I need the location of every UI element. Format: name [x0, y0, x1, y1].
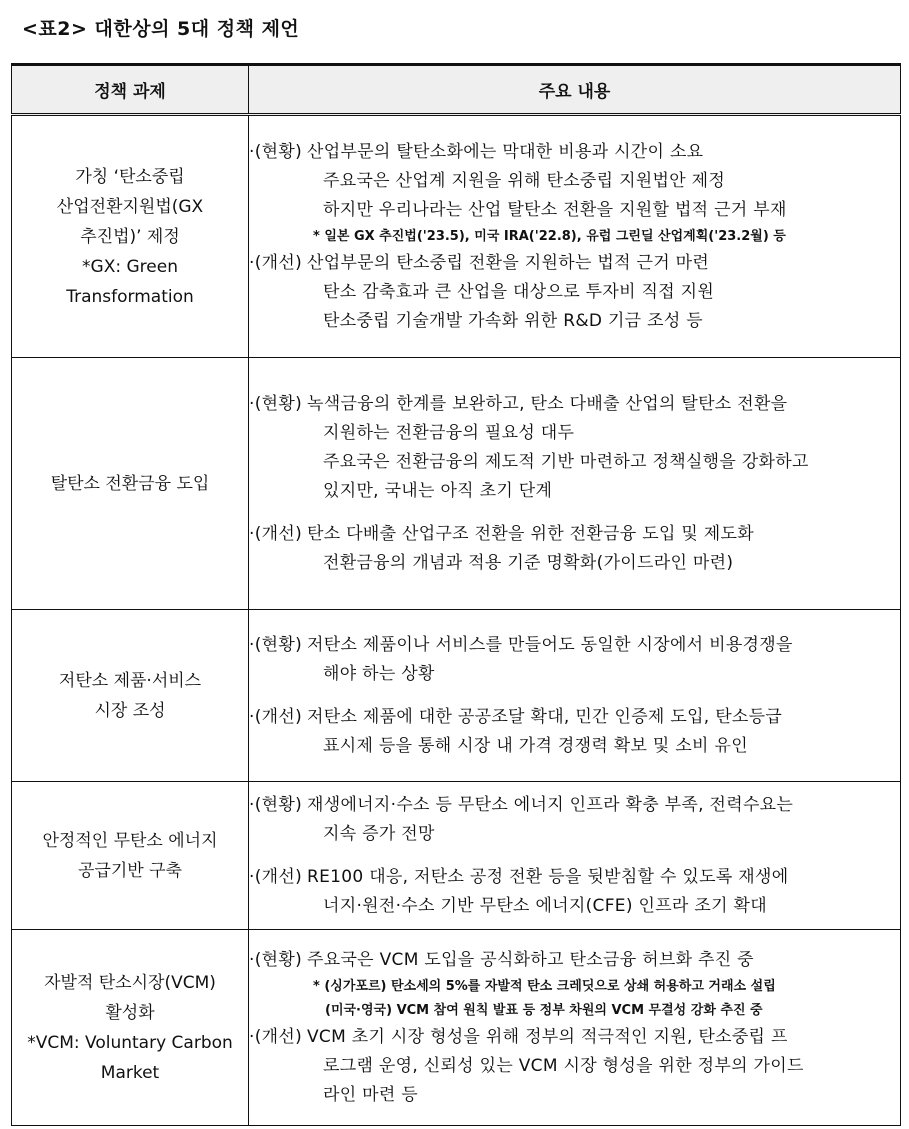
improve-tag: ·(개선) [249, 1026, 303, 1047]
table-row [12, 782, 901, 930]
status-tag: ·(현황) [249, 794, 303, 815]
status-line: 있지만, 국내는 아직 초기 단계 [323, 480, 553, 501]
policy-task-cell [12, 782, 249, 930]
policy-task-cell [12, 930, 249, 1126]
improve-tag: ·(개선) [249, 252, 303, 273]
content-cell [249, 782, 901, 930]
policy-task-cell [12, 115, 249, 358]
table-row [12, 930, 901, 1126]
status-item [249, 946, 900, 975]
status-line: 재생에너지·수소 등 무탄소 에너지 인프라 확충 부족, 전력수요는 [307, 794, 794, 815]
improve-line: 탄소 다배출 산업구조 전환을 위한 전환금융 도입 및 제도화 [307, 523, 754, 544]
status-line: 지속 증가 전망 [323, 823, 435, 844]
improve-tag: ·(개선) [249, 866, 303, 887]
table-row [12, 610, 901, 782]
task-line: 공급기반 구축 [78, 860, 182, 881]
task-line: 산업전환지원법(GX [56, 196, 204, 217]
task-line: 시장 조성 [94, 700, 166, 721]
status-line: 주요국은 전환금융의 제도적 기반 마련하고 정책실행을 강화하고 [323, 451, 809, 472]
status-item [249, 791, 900, 820]
content-cell [249, 358, 901, 610]
task-line: 활성화 [105, 1002, 155, 1023]
status-line: 주요국은 VCM 도입을 공식화하고 탄소금융 허브화 추진 중 [307, 949, 754, 970]
content-cell [249, 930, 901, 1126]
status-item [249, 631, 900, 660]
task-line: 저탄소 제품·서비스 [58, 670, 202, 691]
improve-line: 표시제 등을 통해 시장 내 가격 경쟁력 확보 및 소비 유인 [323, 735, 748, 756]
status-line: 저탄소 제품이나 서비스를 만들어도 동일한 시장에서 비용경쟁을 [307, 634, 793, 655]
improve-tag: ·(개선) [249, 523, 303, 544]
status-item [249, 390, 900, 419]
improve-line: 라인 마련 등 [323, 1084, 419, 1105]
table-row [12, 358, 901, 610]
header-policy-task: 정책 과제 [12, 65, 249, 115]
table-row [12, 115, 901, 358]
header-main-content: 주요 내용 [249, 65, 901, 115]
improve-item [249, 863, 900, 892]
task-line: 탈탄소 전환금융 도입 [50, 473, 210, 494]
content-cell [249, 115, 901, 358]
status-tag: ·(현황) [249, 141, 303, 162]
improve-line: 탄소 감축효과 큰 산업을 대상으로 투자비 직접 지원 [323, 281, 715, 302]
improve-item [249, 1023, 900, 1052]
improve-line: 너지·원전·수소 기반 무탄소 에너지(CFE) 인프라 조기 확대 [323, 895, 767, 916]
task-footnote: Market [100, 1062, 160, 1083]
improve-line: 전환금융의 개념과 적용 기준 명확화(가이드라인 마련) [323, 552, 734, 573]
footnote: * (싱가포르) 탄소세의 5%를 자발적 탄소 크레딧으로 상쇄 허용하고 거래소 설립 [313, 978, 776, 994]
policy-task-cell [12, 358, 249, 610]
improve-line: 산업부문의 탄소중립 전환을 지원하는 법적 근거 마련 [307, 252, 710, 273]
task-line: 추진법)’ 제정 [80, 226, 180, 247]
task-line: 가칭 ‘탄소중립 [75, 166, 185, 187]
status-line: 산업부문의 탈탄소화에는 막대한 비용과 시간이 소요 [307, 141, 704, 162]
task-line: 자발적 탄소시장(VCM) [44, 972, 216, 993]
task-footnote: *VCM: Voluntary Carbon [27, 1032, 233, 1053]
task-footnote: *GX: Green [82, 256, 178, 277]
task-line: 안정적인 무탄소 에너지 [42, 830, 218, 851]
table-caption: <표2> 대한상의 5대 정책 제언 [22, 18, 300, 40]
status-line: 해야 하는 상황 [323, 663, 435, 684]
improve-line: 탄소중립 기술개발 가속화 위한 R&D 기금 조성 등 [323, 310, 703, 331]
improve-item [249, 520, 900, 549]
footnote: (미국·영국) VCM 참여 원칙 발표 등 정부 차원의 VCM 무결성 강화 추진 중 [325, 1002, 763, 1018]
status-tag: ·(현황) [249, 393, 303, 414]
improve-line: 저탄소 제품에 대한 공공조달 확대, 민간 인증제 도입, 탄소등급 [307, 706, 783, 727]
policy-table [11, 63, 901, 1126]
status-tag: ·(현황) [249, 634, 303, 655]
improve-item [249, 249, 900, 278]
status-tag: ·(현황) [249, 949, 303, 970]
status-line: 하지만 우리나라는 산업 탈탄소 전환을 지원할 법적 근거 부재 [323, 199, 787, 220]
improve-tag: ·(개선) [249, 706, 303, 727]
improve-line: 로그램 운영, 신뢰성 있는 VCM 시장 형성을 위한 정부의 가이드 [323, 1055, 804, 1076]
improve-line: RE100 대응, 저탄소 공정 전환 등을 뒷받침할 수 있도록 재생에 [307, 866, 789, 887]
task-footnote: Transformation [66, 286, 194, 307]
status-line: 지원하는 전환금융의 필요성 대두 [323, 422, 575, 443]
footnote: * 일본 GX 추진법('23.5), 미국 IRA('22.8), 유럽 그린딜 산업계획('23.2월) 등 [313, 228, 786, 244]
content-cell [249, 610, 901, 782]
table-header-row [12, 65, 901, 115]
status-line: 주요국은 산업계 지원을 위해 탄소중립 지원법안 제정 [323, 170, 726, 191]
status-line: 녹색금융의 한계를 보완하고, 탄소 다배출 산업의 탈탄소 전환을 [307, 393, 788, 414]
improve-line: VCM 초기 시장 형성을 위해 정부의 적극적인 지원, 탄소중립 프 [307, 1026, 788, 1047]
improve-item [249, 703, 900, 732]
policy-task-cell [12, 610, 249, 782]
status-item [249, 138, 900, 167]
